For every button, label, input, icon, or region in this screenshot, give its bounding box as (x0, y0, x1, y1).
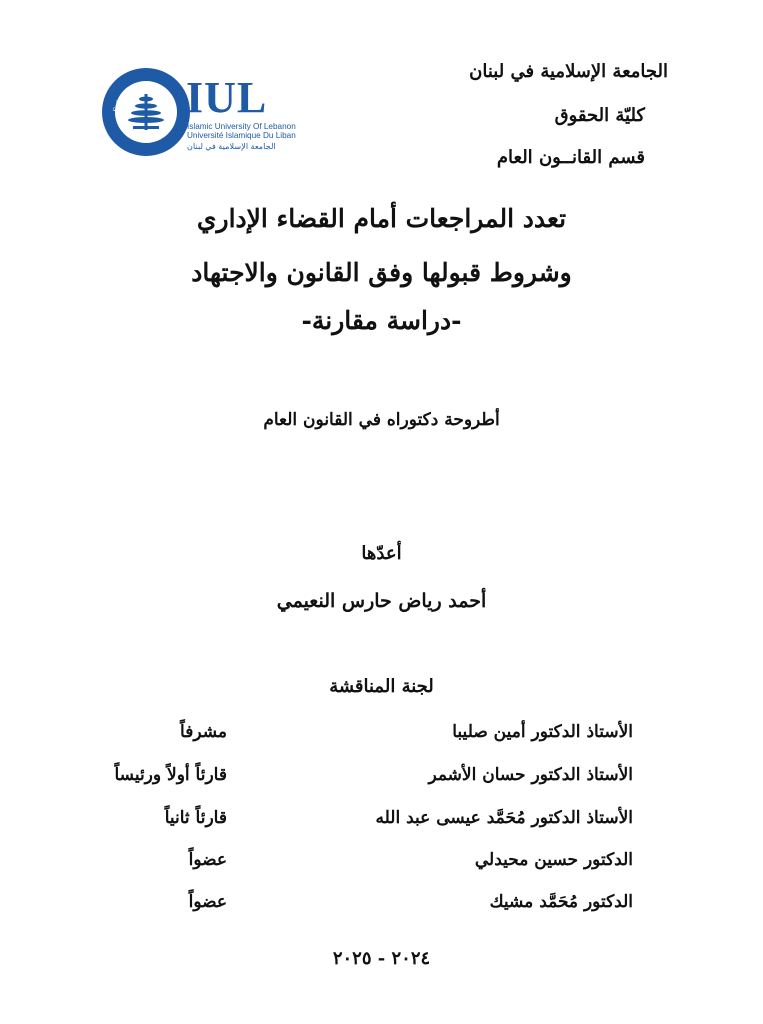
committee-member-role: قارئاً ثانياً (164, 808, 227, 828)
prepared-by-label: أعدّها (361, 543, 402, 564)
committee-member-name: الدكتور مُحَمَّد مشيك (489, 892, 633, 912)
academic-years: ٢٠٢٤ - ٢٠٢٥ (332, 948, 431, 969)
logo-acronym: IUL (186, 73, 268, 122)
committee-member-role: عضواً (188, 850, 227, 870)
seal-icon (100, 66, 192, 158)
seal-word-left: Scientia (110, 84, 135, 113)
university-logo (100, 66, 296, 158)
thesis-subtitle: أطروحة دكتوراه في القانون العام (263, 410, 500, 430)
author-name: أحمد رياض حارس النعيمي (276, 590, 487, 612)
university-name: الجامعة الإسلامية في لبنان (469, 61, 668, 82)
committee-member-name: الدكتور حسين محيدلي (474, 850, 633, 870)
committee-member-name: الأستاذ الدكتور حسان الأشمر (428, 765, 633, 785)
seal-word-bottom: Patria (135, 129, 159, 143)
logo-wordmark (186, 66, 296, 158)
thesis-title-line-1: تعدد المراجعات أمام القضاء الإداري (196, 204, 567, 233)
logo-french-name: Université Islamique Du Liban (187, 131, 296, 140)
seal-word-right: Virtus (155, 82, 178, 105)
thesis-title-line-3: -دراسة مقارنة- (301, 306, 462, 335)
committee-member-name: الأستاذ الدكتور مُحَمَّد عيسى عبد الله (375, 808, 633, 828)
committee-member-role: مشرفاً (180, 722, 227, 742)
faculty-name: كليّة الحقوق (554, 105, 645, 126)
committee-heading: لجنة المناقشة (329, 676, 434, 697)
department-name: قسم القانــون العام (496, 147, 645, 168)
logo-arabic-name: الجامعة الإسلامية في لبنان (187, 142, 276, 151)
logo-english-name: Islamic University Of Lebanon (187, 122, 296, 131)
committee-member-role: عضواً (188, 892, 227, 912)
committee-member-role: قارئاً أولاً ورئيساً (114, 765, 227, 785)
thesis-title-line-2: وشروط قبولها وفق القانون والاجتهاد (191, 258, 572, 287)
committee-member-name: الأستاذ الدكتور أمين صليبا (452, 722, 633, 742)
